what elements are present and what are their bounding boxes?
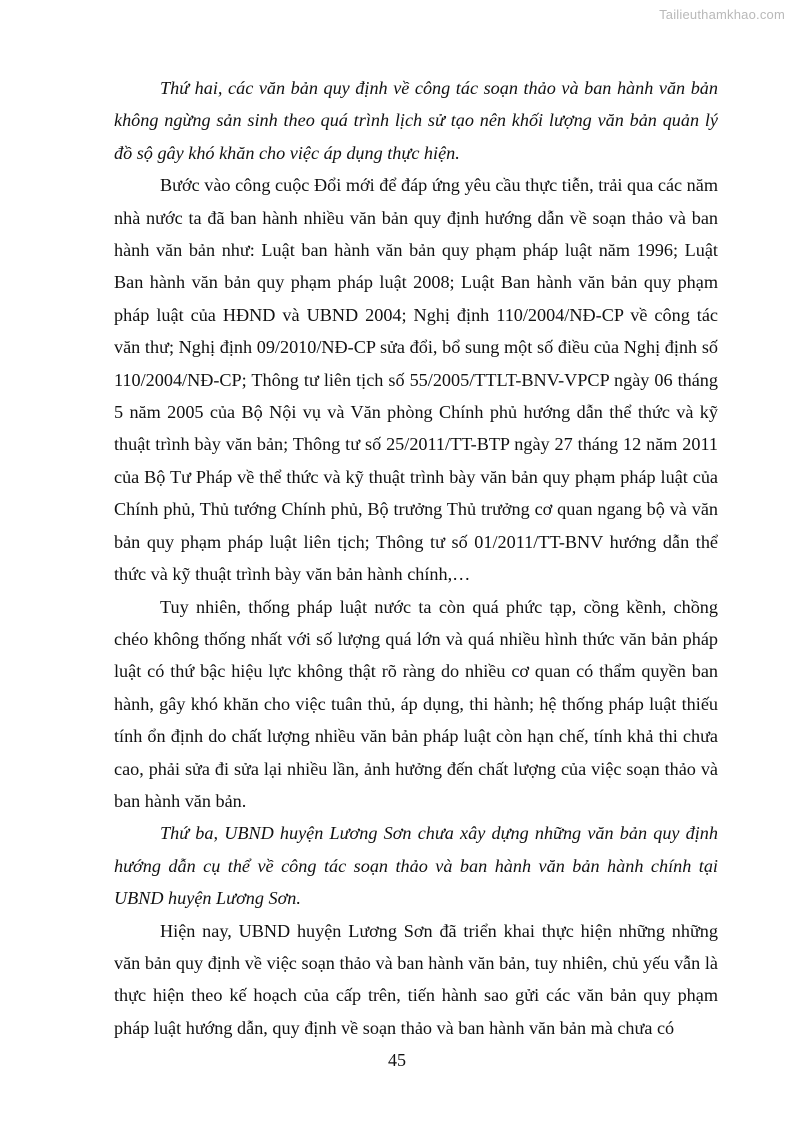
- watermark: Tailieuthamkhao.com: [659, 7, 785, 22]
- paragraph-thu-ba: Thứ ba, UBND huyện Lương Sơn chưa xây dựng những văn bản quy định hướng dẫn cụ thể về công tác soạn thảo và ban hành văn bản hành chính tại UBND huyện Lương Sơn.: [114, 823, 718, 909]
- paragraph-thu-hai: Thứ hai, các văn bản quy định về công tác soạn thảo và ban hành văn bản không ngừng sản sinh theo quá trình lịch sử tạo nên khối lượng văn bản quản lý đồ sộ gây khó khăn cho việc áp dụng thực hiện.: [114, 78, 718, 163]
- paragraph-hien-nay: Hiện nay, UBND huyện Lương Sơn đã triển khai thực hiện những những văn bản quy định về việc soạn thảo và ban hành văn bản, tuy nhiên, chủ yếu vẫn là thực hiện theo kế hoạch của cấp trên, tiến hành sao gửi các văn bản quy phạm pháp luật hướng dẫn, quy định về soạn thảo và ban hành văn bản mà chưa có: [114, 920, 718, 1038]
- paragraph-buoc-vao: Bước vào công cuộc Đổi mới để đáp ứng yêu cầu thực tiễn, trải qua các năm nhà nước ta đã ban hành nhiều văn bản quy định hướng dẫn về soạn thảo và ban hành văn bản như: Luật ban hành văn bản quy phạm pháp luật năm 1996; Luật Ban hành văn bản quy phạm pháp luật 2008; Luật Ban hành văn bản quy phạm pháp luật của HĐND và UBND 2004; Nghị định 110/2004/NĐ-CP về công tác văn thư; Nghị định 09/2010/NĐ-CP sửa đổi, bổ sung một số điều của Nghị định số 110/2004/NĐ-CP; Thông tư liên tịch số 55/2005/TTLT-BNV-VPCP ngày 06 tháng 5 năm 2005 của Bộ Nội vụ và Văn phòng Chính phủ hướng dẫn thể thức và kỹ thuật trình bày văn bản; Thông tư số 25/2011/TT-BTP ngày 27 tháng 12 năm 2011 của Bộ Tư Pháp về thể thức và kỹ thuật trình bày văn bản quy phạm pháp luật của Chính phủ, Thủ tướng Chính phủ, Bộ trưởng Thủ trưởng cơ quan ngang bộ và văn bản quy phạm pháp luật liên tịch; Thông tư số 01/2011/TT-BNV hướng dẫn thể thức và kỹ thuật trình bày văn bản hành chính,…: [114, 175, 718, 585]
- page-number: 45: [388, 1050, 406, 1070]
- page-body: [114, 72, 718, 1044]
- paragraph-tuy-nhien: Tuy nhiên, thống pháp luật nước ta còn quá phức tạp, cồng kềnh, chồng chéo không thống nhất với số lượng quá lớn và quá nhiều hình thức văn bản pháp luật có thứ bậc hiệu lực không thật rõ ràng do nhiều cơ quan có thẩm quyền ban hành, gây khó khăn cho việc tuân thủ, áp dụng, thi hành; hệ thống pháp luật thiếu tính ổn định do chất lượng nhiều văn bản pháp luật còn hạn chế, tính khả thi chưa cao, phải sửa đi sửa lại nhiều lần, ảnh hưởng đến chất lượng của việc soạn thảo và ban hành văn bản.: [114, 596, 718, 811]
